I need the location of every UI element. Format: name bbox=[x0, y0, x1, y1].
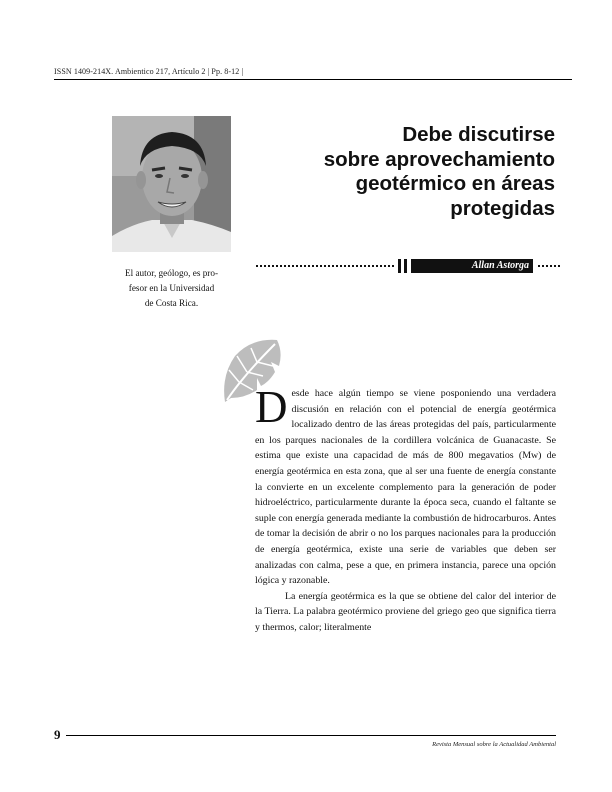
author-photo bbox=[112, 116, 231, 252]
body-paragraph bbox=[255, 382, 556, 589]
body-paragraph: La energía geotérmica es la que se obtiene del calor del interior de la Tierra. La palabra geotérmico proviene del griego geo que significa tierra y thermos, calor; literalmente bbox=[255, 590, 556, 633]
byline-bar bbox=[404, 259, 407, 273]
dotted-rule-left bbox=[256, 265, 394, 267]
paragraph-text: esde hace algún tiempo se viene posponiendo una verdadera discusión en relación con el potencial de energía geotérmica localizado dentro de las áreas protegidas del país, particularmente en los parques nacionales de la cordillera volcánica de Guanacaste. Se estima que existe una capacidad de más de 800 megavatios (Mw) de energía geotérmica en esta zona, que al ser una fuente de energía constante la convierte en un excelente complemento para la generación de poder hidroeléctrico, particularmente durante la época seca, cuando el faltante se suple con energía generada mediante la combustión de hidrocarburos. Antes de tomar la decisión de abrir o no los parques nacionales para la producción de energía geotérmica, existe una serie de variables que deben ser analizadas con calma, pese a que, en primera instancia, parece una opción lógica y razonable. bbox=[255, 388, 556, 587]
author-byline: Allan Astorga bbox=[411, 259, 533, 273]
footer-rule bbox=[66, 735, 556, 736]
journal-name: Revista Mensual sobre la Actualidad Ambiental bbox=[432, 741, 556, 748]
byline-bar bbox=[398, 259, 401, 273]
title-line: Debe discutirse bbox=[402, 123, 555, 146]
title-line: protegidas bbox=[450, 196, 555, 220]
running-header: ISSN 1409-214X. Ambientico 217, Artículo 2 | Pp. 8-12 | bbox=[54, 67, 244, 76]
caption-line: fesor en la Universidad bbox=[128, 283, 215, 293]
article-body bbox=[255, 382, 556, 636]
caption-line: de Costa Rica. bbox=[144, 298, 199, 308]
page-number: 9 bbox=[54, 727, 61, 742]
author-caption bbox=[108, 266, 235, 311]
caption-line: El autor, geólogo, es pro- bbox=[124, 268, 218, 278]
dotted-rule-right bbox=[538, 265, 560, 267]
title-line: geotérmico en áreas bbox=[355, 172, 555, 195]
drop-cap: D bbox=[255, 382, 288, 432]
title-line: sobre aprovechamiento bbox=[323, 147, 555, 171]
header-rule bbox=[54, 79, 572, 80]
article-title bbox=[252, 123, 555, 221]
